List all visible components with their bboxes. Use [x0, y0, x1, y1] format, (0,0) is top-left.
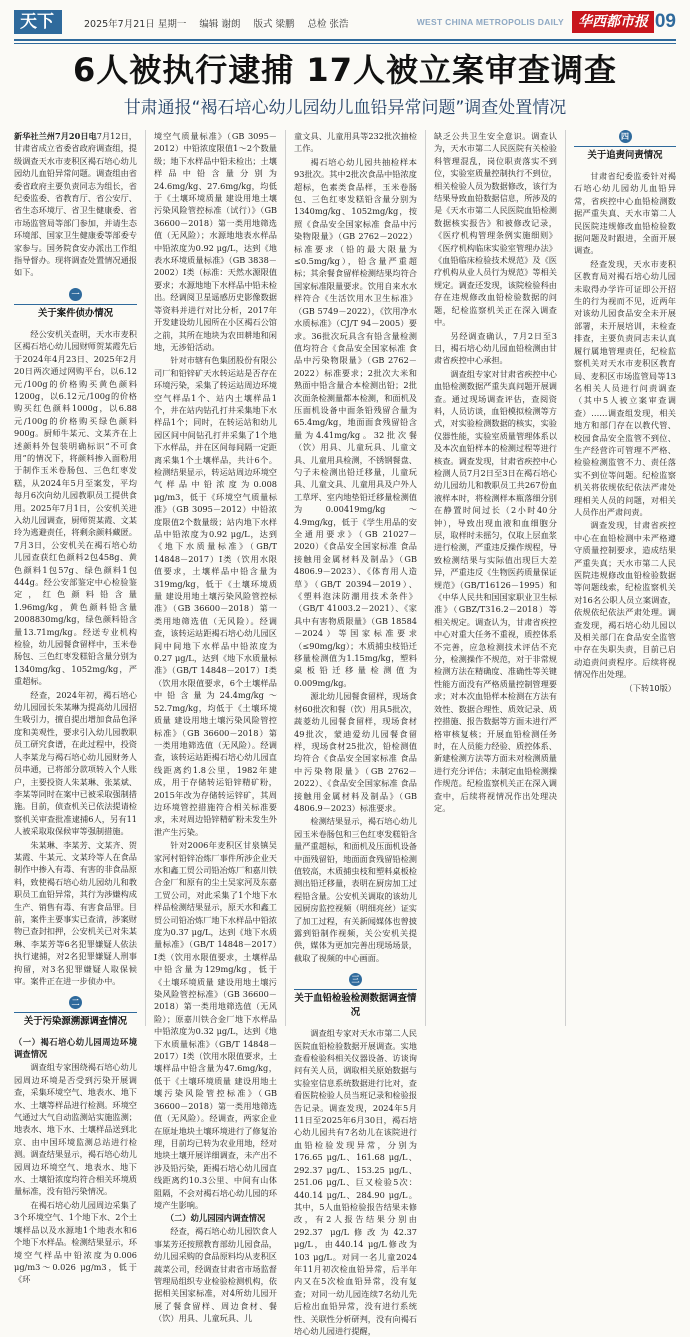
body-paragraph: 朱某琳、李某芳、文某齐、贺某霞、牛某元、文某玲等人在食品制作中掺入有毒、有害的非食品原料，致使褐石培心幼儿园幼儿和教职员工血铅异常，其行为涉嫌构成生产、销售有毒、有害食品罪。目前，案件主要事实已查清，涉案财物已查封扣押，公安机关已对朱某琳、李某芳等6名犯罪嫌疑人依法执行逮捕，对2名犯罪嫌疑人刑事拘留，对3名犯罪嫌疑人取保候审。案件正在进一步侦办中。 [14, 839, 137, 986]
column-3 [294, 130, 417, 1336]
body-paragraph: 检测结果显示，褐石培心幼儿园玉米卷肠包和三色红枣发糕铅含量严重超标，和面机及压面机设备中面残留铅，地面面食残留铅检测值较高，木质捕虫枝和塑料桌板检测出铅迁移量，表明在厨房加工过程铅含量。公安机关调取的该幼儿园厨房监控视频（明细亮丝）证实了加工过程，有关新闻媒体也曾披露到铅制作视频，关公安机关提供，媒体为更加完善出现场场景，截取了视频的中心画面。 [294, 816, 417, 963]
body-paragraph: 经公安机关查明，天水市麦积区褐石培心幼儿园财师贺某霞先后于2024年4月23日、2025年2月20日两次通过网购平台，以6.12元/100g的价格购买黄色颜料1200g，以6.12元/100g的价格购买红色颜料1000g，以6.88元/100g的价格购买绿色颜料900g。厨师牛某元、文某齐在上述颜料外包装明确标识“不可食用”的情况下，将颜料掺入面粉用于制作玉米卷肠包、三色红枣发糕，从2024年5月至案发，平均每月6次向幼儿园教职员工提供食用。2025年7月1日，公安机关进入幼儿园调查，厨师贺某霞、文某玲为逃避责任，将剩余颜料藏匿。7月3日，公安机关在褐石培心幼儿园查获红色颜料2包458g、黄色颜料1包57g、绿色颜料1包444g。经公安部鉴定中心检验鉴定，红色颜料铅含量1.96mg/kg，黄色颜料铅含量2008830mg/kg，绿色颜料铅含量13.71mg/kg。经送专业机构检验，幼儿园餐食留样中，玉米卷肠包、三色红枣发糕铅含量分别为1340mg/kg、1052mg/kg，严重超标。 [14, 328, 137, 687]
body-paragraph: 经查，褐石培心幼儿园饮食人事某芳还按照教育部幼儿园食品，幼儿园采购的食品原料均从麦积区蔬菜公司，经调查甘肃省市场监督管理局组织专业检验检测机构，依据相关国家标准，对4所幼儿园开展了餐食留样、周边食材、餐（饮）用具、儿童玩具、儿 [154, 1226, 277, 1324]
column-4 [434, 130, 557, 1026]
headline: 6人被执行逮捕 17人被立案审查调查 [73, 51, 617, 89]
column-1 [14, 130, 137, 1285]
article-body [14, 130, 676, 1336]
body-paragraph: 缺乏公共卫生安全意识。调查认为，天水市第二人民医院有关检验科管理混乱，岗位职责落实不到位，实验室质量控制执行不到位，相关检验人员为数据修改，该行为结果导致血铅数据信息，所涉及的是《天水市第二人民医院血铅检测数据核实报告》和被修改记录，《医疗机构管理条例实施细则》《医疗机构临床实验室管理办法》《血铅临床检验技术规范》及《医疗机构从业人员行为规范》等相关规定。调查还发现，该院检验科由存在违规修改血铅检验数据的问题，纪检监察机关正在深入调查中。 [434, 131, 557, 328]
continued-on-page[interactable]: （下转10版） [624, 682, 676, 693]
column-5 [574, 130, 676, 1026]
section-title: 关于追责问责情况 [574, 146, 676, 163]
lead-text: 7月12日，甘肃省成立省委省政府调查组，提级调查天水市麦积区褐石培心幼儿园幼儿血铅异常问题。调查组由省委省政府主要负责同志为组长，省纪委监委、省教育厅、省公安厅、省生态环境厅、省卫生健康委、省市场监管局等部门参加，并请生态环境部、国家卫生健康委等部委专家参与。国务院食安办派出工作组指导督办。现将调查处置情况通报如下。 [14, 131, 137, 278]
section-heading-accountability [574, 130, 676, 163]
editor-credit: 编辑 谢朗 [199, 19, 241, 30]
body-paragraph: 源北幼儿园餐食留样，现场食材60批次和餐（饮）用具5批次，蔬菱幼儿园餐食留样，现场食材49批次，蒙迪爱幼儿园餐食留样，现场食材25批次，铅检测值均符合《食品安全国家标准 食品中污染物限量》（GB 2762－2022）、《食品安全国家标准 食品接触用金属材料及制品》（GB 4806.9－2023）标准要求。 [294, 691, 417, 813]
proofreader-credit: 总检 张浩 [307, 19, 349, 30]
header-divider [14, 39, 676, 41]
designer-credit: 版式 梁鹏 [253, 19, 295, 30]
issue-date: 2025年7月21日 星期一 [84, 19, 187, 30]
section-heading-case [14, 288, 137, 321]
body-paragraph: 调查组专家对天水市第二人民医院血铅检验数据开展调查。实地查看检验科相关仪器设备、访谈询问有关人员，调取相关原始数据与实验室信息系统数据进行比对，查看医院检验人员当班记录和检验报告记录。调查发现，2024年5月11日至2025年6月30日，褐石培心幼儿园共有7名幼儿在该院进行血铅检验发现异常，分别为176.65 μg/L、161.68 μg/L、292.37 μg/L、153.25 μg/L、251.06 μg/L、巨又检验5次：440.14 μg/L、284.90 μg/L。其中，5人血铅检验报告结果未修改，有2人报告结果分别由292.37 μg/L修改为42.37 μg/L，由440.14 μg/L修改为103 μg/L。对同一名儿童2024年11月初次检血铅异常，后半年内又在5次检血铅异常，没有复查；对同一幼儿园连续7名幼儿先后检出血铅异常，没有进行系统性、关联性分析研判，没有向褐石培心幼儿园进行提醒， [294, 1028, 417, 1336]
body-paragraph: 在褐石培心幼儿园周边采集了3个环境空气、1个地下水、2个土壤样品以及水源地1个地表水和6个地下水样品。检测结果显示，环境空气样品中铅浓度为0.006 μg/m3～0.026 μg/m3，低于《环 [14, 1199, 137, 1285]
body-paragraph: 经查，2024年初，褐石培心幼儿园园长朱某琳为提高幼儿园招生吸引力，擅自提出增加食品色泽度和美观性，要求引入幼儿园教职员工研究食谱，在此过程中，投资人李某龙与褐石培心幼儿园财务人员串通，已将部分款项转入个人账户，主要投资人朱某琳、张某斌、李某等同时在案中已被采取强制措施。目前，侦查机关已依法提请检察机关审查批准逮捕6人，另有11人被采取取保候审等强制措施。 [14, 689, 137, 837]
subsection-heading: （一）褐石培心幼儿园周边环境调查情况 [14, 1037, 137, 1060]
column-divider [285, 130, 286, 1026]
english-masthead: WEST CHINA METROPOLIS DAILY [416, 17, 564, 27]
page-number: 09 [654, 11, 676, 32]
header-info [84, 16, 359, 30]
column-2 [154, 130, 277, 1324]
body-paragraph: 针对市辖有色集团股份有限公司厂和铅锌矿天水转运站是否存在环境污染，采集了转运站周边环境空气样品1个、站内土壤样品1个，井在站内钻孔打井采集地下水样品1个；同时，在转运站和幼儿园区间中间钻孔打井采集了1个地下水样品，并在区间每间隔一定距离采集1个土壤样品，共计6个。检测结果显示，转运站周边环境空气样品中铅浓度为0.008 μg/m3，低于《环境空气质量标准》（GB 3095－2012）中铅浓度限值2个数量级；站内地下水样品中铅浓度为0.92 μg/L，达到《地下水质量标准》（GB/T 14848－2017）I类（饮用水限值要求，土壤样品中铅含量为319mg/kg，低于《土壤环境质量 建设用地土壤污染风险管控标准》（GB 36600－2018）第一类用地筛选值（无风险）。经调查，该转运站距褐石培心幼儿园区间中间地下水样品中铅浓度为0.27 μg/L，达到《地下水质量标准》（GB/T 14848－2017）I类（饮用水限值要求，6个土壤样品中铅含量为24.4mg/kg～52.7mg/kg，均低于《土壤环境质量 建设用地土壤污染风险管控标准》（GB 36600－2018）第一类用地筛选值（无风险）。经调查，该转运站距褐石培心幼儿园直线距离约1.8公里，1982年建成，用于存储转运铅锌精矿粉，2015年改为存储转运锌矿，其周边环境管控措施符合相关标准要求，未对周边铅锌精矿粉未发生外泄产生污染。 [154, 355, 277, 837]
section-heading-source [14, 996, 137, 1029]
body-paragraph: 甘肃省纪委监委针对褐石培心幼儿园幼儿血铅异常，省疾控中心血铅检测数据严重失真、天水市第二人民医院违规修改血铅检验数据问题及时跟进，全面开展调查。 [574, 171, 676, 256]
body-paragraph: 调查组专家围绕褐石培心幼儿园周边环境是否受到污染开展调查，采集环境空气、地表水、地下水、土壤等样品进行检测。环境空气通过大气自动监测站实施监测；地表水、地下水、土壤样品送到北京、由中国环境监测总站进行检测。调查结果显示，褐石培心幼儿园周边环境空气、地表水、地下水、土壤铅浓度均符合相关环境质量标准，没有铅污染情况。 [14, 1062, 137, 1197]
section-tag: 天下 [14, 10, 62, 34]
lead-paragraph [14, 130, 137, 279]
section-number-badge: 一 [69, 288, 82, 301]
body-paragraph: 调查发现，甘肃省疾控中心在血铅检测中未严格遵守质量控制要求，造成结果严重失真；天水市第二人民医院违规修改血铅检验数据等问题线索，纪检监察机关对16名公职人员立案调查，依规依纪依法严肃处理。调查发现，褐石培心幼儿园以及相关部门在食品安全监管中存在失职失责，目前已启动追责问责程序。后续将视情况作出处理。 [574, 520, 676, 680]
section-title: 关于污染源溯源调查情况 [14, 1012, 137, 1029]
subsection-heading: （二）幼儿园园内调查情况 [165, 1213, 266, 1224]
body-paragraph: 调查组专家对甘肃省疾控中心血铅检测数据严重失真问题开展调查。通过现场调查评估，查阅资料，人员访谈，血铅模拟检测等方式，对实验检测数据的核实，实验仪器性能，实验室质量管理体系以及本次血铅样本的检测过程等进行核查。调查发现，甘肃省疾控中心检测人员7月2日至3日在褐石培心幼儿园幼儿和教职员工共267份血液样本时，将检测样本瓶落细分别在静置时间过长（2小时40分钟），导致出现血液和血细胞分层，取样时未摇匀，仅取上层血浆进行检测，严重违反操作规程，导致检测结果与实际值出现巨大差异，严重违反《生物医药质量保证规范》（GB/T16126－1995）和《中华人民共和国国家职业卫生标准》（GBZ/T316.2－2018）等相关规定。调查认为，甘肃省疾控中心对重大任务不重视，质控体系不完善，应急检测技术评估不充分，检测操作不规范，对于非常规检测方法在精确度、准确性等关键性能方面没有严格质量控制管理要求；对本次血铅样本检测在方法有效性、数据合理性、质效记录、质控措施、报告数据等方面未进行严格审核复核；开展血铅检测任务时，在人员能力经验、质控体系、新建检测方法等方面未对检测质量进行充分评估；未制定血铅检测操作规范。纪检监察机关正在深入调查中，后续将视情况作出处理决定。 [434, 368, 557, 813]
subheadline: 甘肃通报“褐石培心幼儿园幼儿血铅异常问题”调查处置情况 [123, 98, 567, 118]
column-divider [425, 130, 426, 1026]
dateline: 新华社兰州7月20日电 [14, 131, 97, 141]
newspaper-logo: 华西都市报 [572, 11, 654, 33]
body-paragraph: 针对2006年麦积区甘泉镇吴家河村铅锌冶炼厂事件所涉企业天水和鑫工贸公司铅冶炼厂和嘉川铁合金厂和原有的尘土吴家河及东嘉工贸公司，对此采集了1个地下水样品检测结果显示，原天水和鑫工贸公司铅冶炼厂地下水样品中铅浓度为0.37 μg/L，达到《地下水质量标准》（GB/T 14848－2017）I类（饮用水限值要求，土壤样品中铅含量为129mg/kg，低于《土壤环境质量 建设用地土壤污染风险管控标准》（GB 36600－2018）第一类用地筛选值（无风险）；原嘉川铁合金厂地下水样品中铅浓度为0.32 μg/L，达到《地下水质量标准》（GB/T 14848－2017）I类（饮用水限值要求，土壤样品中铅含量为47.6mg/kg，低于《土壤环境质量 建设用地土壤污染风险管控标准》（GB 36600－2018）第一类用地筛选值（无风险）。经调查，两家企业在原址地块土壤环境进行了修复治理，目前均已转为农业用地，经对地块土壤开展详细调查，未产出不涉及铅污染，距褐石培心幼儿园直线距离约10.3公里、中间有山体阻隔，不会对褐石培心幼儿园的环境产生影响。 [154, 840, 277, 1210]
body-paragraph: 经查发现，天水市麦积区教育局对褐石培心幼儿园未取得办学许可证即公开招生的行为视而不见，近两年对该幼儿园食品安全未开展部署，未开展培训，未检查排查，主要负责同志未认真履行属地管理责任，纪检监察机关对天水市麦积区教育局、麦积区市场监管局等13名相关人员进行问责调查（其中5人被立案审查调查）……调查组发现，相关地方和部门存在以教代管、校园食品安全监管不到位、生产经营许可管理不严格、检验检测监管不力、责任落实不到位等问题。纪检监察机关将依规依纪依法严肃处理相关人员的问题，对相关人员作出严肃问责。 [574, 258, 676, 517]
body-paragraph: 褐石培心幼儿园共抽检样本93批次。其中2批次食品中铅浓度超标，色素类食品样，玉米卷肠包、三色红枣发糕铅含量分别为1340mg/kg、1052mg/kg，按照《食品安全国家标准 食品中污染物限量》（GB 2762－2022）标准要求（铅的最大限量为≤0.5mg/kg），铅含量严重超标；其余餐食留样检测结果均符合国家标准限量要求。饮用自来水水样符合《生活饮用水卫生标准》（GB 5749－2022），《饮用净水水质标准》（CJ/T 94－2005）要求。36批次玩具含有铅含量检测值均符合《食品安全国家标准 食品中污染物限量》（GB 2762－2022）标准要求；2批次大米和熟面中铅含量合本检测出铅；2批次面条检测量都本检测，和面机及压面机设备中面条铅残留合量为65.4mg/kg，地面面食残留铅含量为4.41mg/kg。32批次餐（饮）用具、儿童玩具、儿童文具、儿童用具检测，不锈钢餐盘、勺子未检测出铅迁移量，儿童玩具、儿童文具、儿童用具及户外人工草坪、室内地垫铅迁移量检测值为0.00419mg/kg～4.9mg/kg，低于《学生用品的安全通用要求》（GB 21027－2020）《食品安全国家标准 食品接触用金属材料及制品》（GB 4806.9－2023）、《体育用人造草》（GB/T 20394－2019）、《塑料泡沫防潮用技术条件》（GB/T 41003.2－2021）、《家具中有害物质限量》（GB 18584－2024）等国家标准要求（≤90mg/kg）；木质捕虫枝铅迁移量检测值为1.15mg/kg，塑料桌板铅迁移量检测值为0.009mg/kg。 [294, 156, 417, 688]
section-number-badge: 四 [619, 130, 632, 143]
header-divider-thin [14, 43, 676, 44]
section-title: 关于血铅检验检测数据调查情况 [294, 989, 417, 1020]
section-title: 关于案件侦办情况 [14, 304, 137, 321]
column-divider [565, 130, 566, 1026]
body-paragraph: 另经调查确认，7月2日至3日，褐石培心幼儿园血铅检测由甘肃省疾控中心承担。 [434, 330, 557, 366]
section-heading-blood-lead [294, 973, 417, 1020]
page-header [14, 10, 676, 36]
section-number-badge: 二 [69, 996, 82, 1009]
body-paragraph: 童文具、儿童用具等232批次抽检工作。 [294, 131, 417, 154]
column-divider [145, 130, 146, 1026]
body-paragraph: 境空气质量标准》（GB 3095－2012）中铅浓度限值1～2个数量级；地下水样品中铅未检出；土壤样品中铅含量分别为24.6mg/kg、27.6mg/kg，均低于《土壤环境质量 建设用地土壤污染风险管控标准（试行）》（GB 36600－2018）第一类用地筛选值（无风险）；水源地地表水样品中铅浓度为0.92 μg/L，达到《地表水环境质量标准》（GB 3838－2002）I类（标准：天然水源限值要求；水源地地下水样品中铅未检出。经调阅卫星遥感历史影像数据等资料并进行对比分析，2017年开发建设幼儿园所在小区褐石公馆之前，其所在地块为农田耕地和闲地，无涉铅活动。 [154, 131, 277, 352]
section-number-badge: 三 [349, 973, 362, 986]
